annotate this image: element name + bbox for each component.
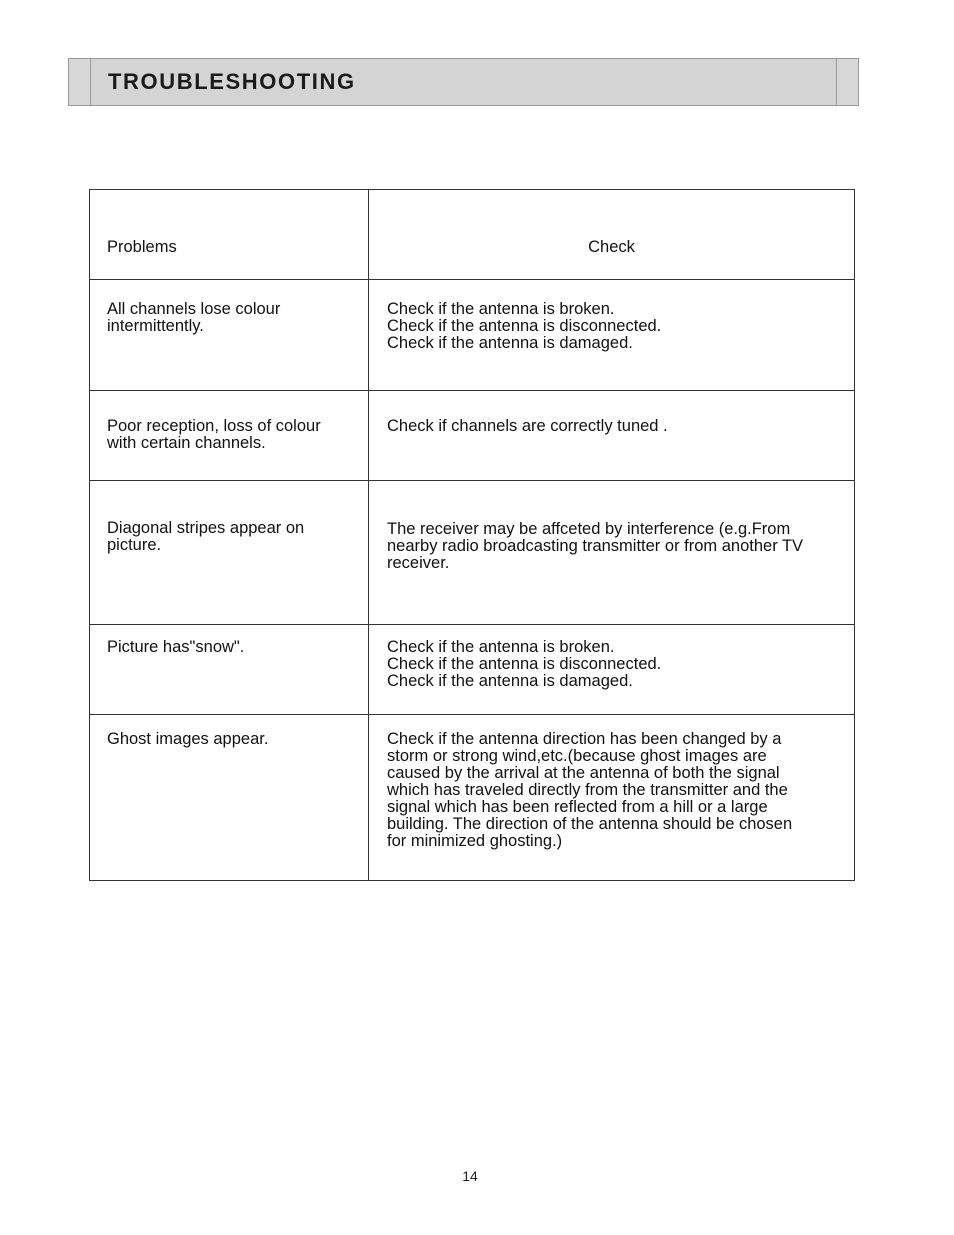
check-cell: Check if the antenna direction has been changed by a storm or strong wind,etc.(because ghost images are caused by the arrival at the antenna of both the signal which has traveled directly from the transmitter and the signal which has been reflected from a hill or a large building. The direction of the antenna should be chosen for minimized ghosting.)	[369, 715, 855, 881]
problem-cell: All channels lose colour intermittently.	[90, 280, 369, 391]
section-header	[68, 58, 859, 106]
table-row	[90, 625, 855, 715]
column-header-problems: Problems	[90, 190, 369, 280]
header-right-tab	[836, 59, 858, 105]
table-row	[90, 481, 855, 625]
problem-cell: Ghost images appear.	[90, 715, 369, 881]
table-row	[90, 715, 855, 881]
table-header-row	[90, 190, 855, 280]
table-row	[90, 391, 855, 481]
problem-cell: Diagonal stripes appear on picture.	[90, 481, 369, 625]
header-left-tab	[69, 59, 91, 105]
page-number: 14	[462, 1168, 478, 1184]
troubleshooting-table	[89, 189, 855, 881]
check-cell: The receiver may be affceted by interference (e.g.From nearby radio broadcasting transmitter or from another TV receiver.	[369, 481, 855, 625]
problem-cell: Poor reception, loss of colour with certain channels.	[90, 391, 369, 481]
problem-cell: Picture has"snow".	[90, 625, 369, 715]
section-title: TROUBLESHOOTING	[108, 69, 356, 94]
check-cell: Check if the antenna is broken. Check if the antenna is disconnected. Check if the antenna is damaged.	[369, 280, 855, 391]
check-cell: Check if channels are correctly tuned .	[369, 391, 855, 481]
table-row	[90, 280, 855, 391]
column-header-check: Check	[369, 190, 855, 280]
check-cell: Check if the antenna is broken. Check if the antenna is disconnected. Check if the antenna is damaged.	[369, 625, 855, 715]
